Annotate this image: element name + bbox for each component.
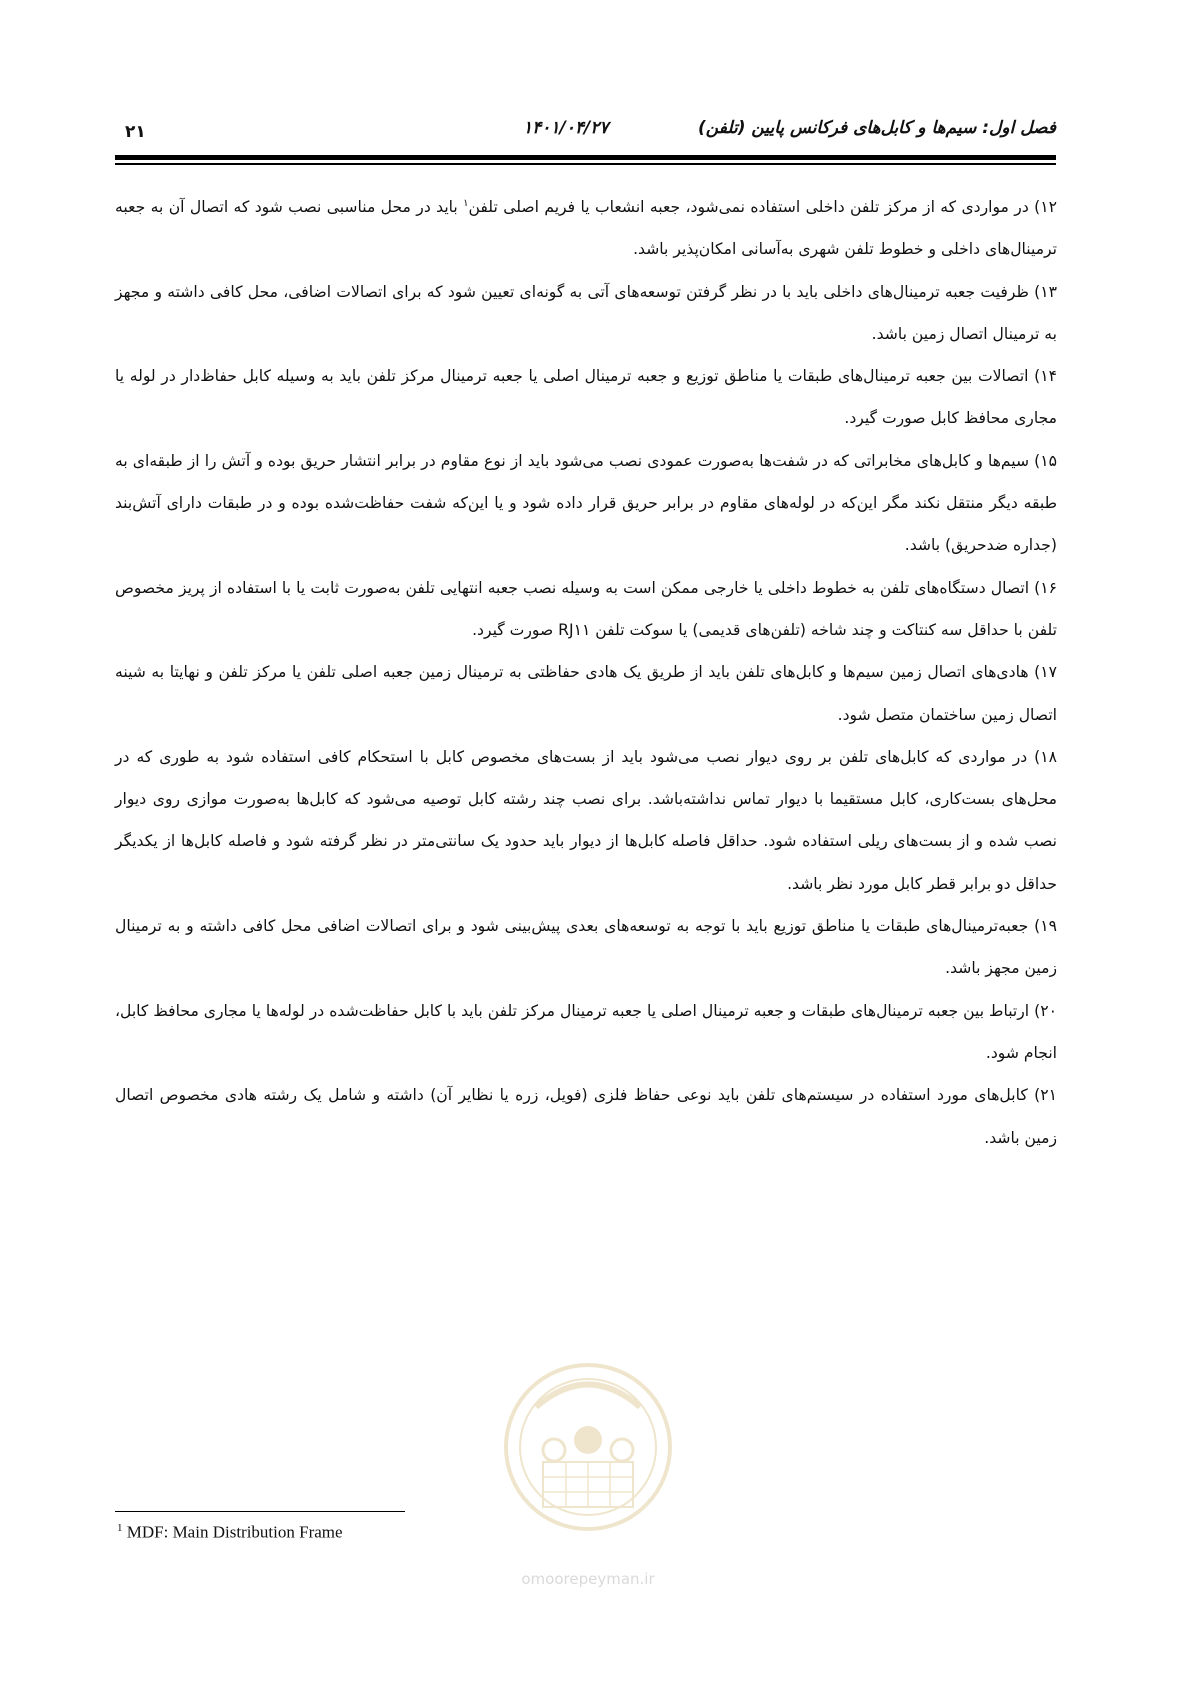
page-header	[115, 118, 1056, 148]
paragraph-16: ۱۶) اتصال دستگاه‌های تلفن به خطوط داخلی یا خارجی ممکن است به وسیله نصب جعبه انتهایی تلفن به‌صورت ثابت یا با استفاده از پریز مخصوص تلفن با حداقل سه کنتاکت و چند شاخه (تلفن‌های قدیمی) یا سوکت تلفن RJ۱۱ صورت گیرد.	[115, 578, 1057, 639]
header-date: ۱۴۰۱/۰۴/۲۷	[523, 118, 609, 138]
paragraph-20: ۲۰) ارتباط بین جعبه ترمینال‌های طبقات و جعبه ترمینال اصلی یا جعبه ترمینال مرکز تلفن باید با کابل حفاظت‌شده در لوله‌ها یا مجاری محافظ کابل، انجام شود.	[115, 1001, 1057, 1062]
paragraph-15: ۱۵) سیم‌ها و کابل‌های مخابراتی که در شفت‌ها به‌صورت عمودی نصب می‌شود باید از نوع مقاوم در برابر انتشار حریق بوده و آتش را از طبقه‌ای به طبقه دیگر منتقل نکند مگر این‌که در لوله‌های مقاوم در برابر حریق قرار داده شود و یا این‌که شفت حفاظت‌شده بوده و در طبقات دارای آتش‌بند (جداره ضدحریق) باشد.	[115, 451, 1057, 555]
watermark-url: omoorepeyman.ir	[521, 1570, 655, 1588]
chapter-title: فصل اول: سیم‌ها و کابل‌های فرکانس پایین (تلفن)	[698, 118, 1056, 138]
footnote-marker: 1	[117, 1522, 123, 1534]
footnote	[117, 1522, 343, 1543]
footnote-reference: ۱	[463, 197, 469, 209]
paragraph-12-text-a: ۱۲) در مواردی که از مرکز تلفن داخلی استفاده نمی‌شود، جعبه انشعاب یا فریم اصلی تلفن	[468, 198, 1057, 216]
paragraph-12-text-b: باید در محل مناسبی نصب شود که اتصال آن به جعبه ترمینال‌های داخلی و خطوط تلفن شهری به‌آسانی امکان‌پذیر باشد.	[115, 198, 1057, 259]
header-rule-thick	[115, 155, 1056, 160]
paragraph-18: ۱۸) در مواردی که کابل‌های تلفن بر روی دیوار نصب می‌شود باید از بست‌های مخصوص کابل با استحکام کافی استفاده شود به طوری که در محل‌های بست‌کاری، کابل مستقیما با دیوار تماس نداشته‌باشد. برای نصب چند رشته کابل توصیه می‌شود که کابل‌ها به‌صورت موازی روی دیوار نصب شده و از بست‌های ریلی استفاده شود. حداقل فاصله کابل‌ها از دیوار باید حدود یک سانتی‌متر در نظر گرفته شود و فاصله کابل‌ها از یکدیگر حداقل دو برابر قطر کابل مورد نظر باشد.	[115, 747, 1057, 893]
paragraph-19: ۱۹) جعبه‌ترمینال‌های طبقات یا مناطق توزیع باید با توجه به توسعه‌های بعدی پیش‌بینی شود و برای اتصالات اضافی محل کافی داشته و به ترمینال زمین مجهز باشد.	[115, 917, 1057, 978]
header-rule-thin	[115, 163, 1056, 165]
paragraph-13: ۱۳) ظرفیت جعبه ترمینال‌های داخلی باید با در نظر گرفتن توسعه‌های آتی به گونه‌ای تعیین شود که برای اتصالات اضافی، محل کافی داشته و مجهز به ترمینال اتصال زمین باشد.	[115, 282, 1057, 343]
footnote-separator	[115, 1511, 405, 1512]
body-text	[115, 186, 1057, 1159]
paragraph-12	[115, 186, 1057, 271]
paragraph-17: ۱۷) هادی‌های اتصال زمین سیم‌ها و کابل‌های تلفن باید از طریق یک هادی حفاظتی به ترمینال زمین جعبه اصلی تلفن یا مرکز تلفن و نهایتا به شینه اتصال زمین ساختمان متصل شود.	[115, 663, 1057, 724]
paragraph-21: ۲۱) کابل‌های مورد استفاده در سیستم‌های تلفن باید نوعی حفاظ فلزی (فویل، زره یا نظایر آن) داشته و شامل یک رشته هادی مخصوص اتصال زمین باشد.	[115, 1086, 1057, 1147]
page-number: ۲۱	[125, 122, 146, 142]
paragraph-14: ۱۴) اتصالات بین جعبه ترمینال‌های طبقات یا مناطق توزیع و جعبه ترمینال اصلی یا جعبه ترمینال مرکز تلفن باید به وسیله کابل حفاظ‌دار در لوله یا مجاری محافظ کابل صورت گیرد.	[115, 367, 1057, 428]
watermark	[488, 1352, 688, 1602]
gear-emblem-icon	[488, 1352, 688, 1562]
footnote-text: MDF: Main Distribution Frame	[126, 1522, 343, 1542]
